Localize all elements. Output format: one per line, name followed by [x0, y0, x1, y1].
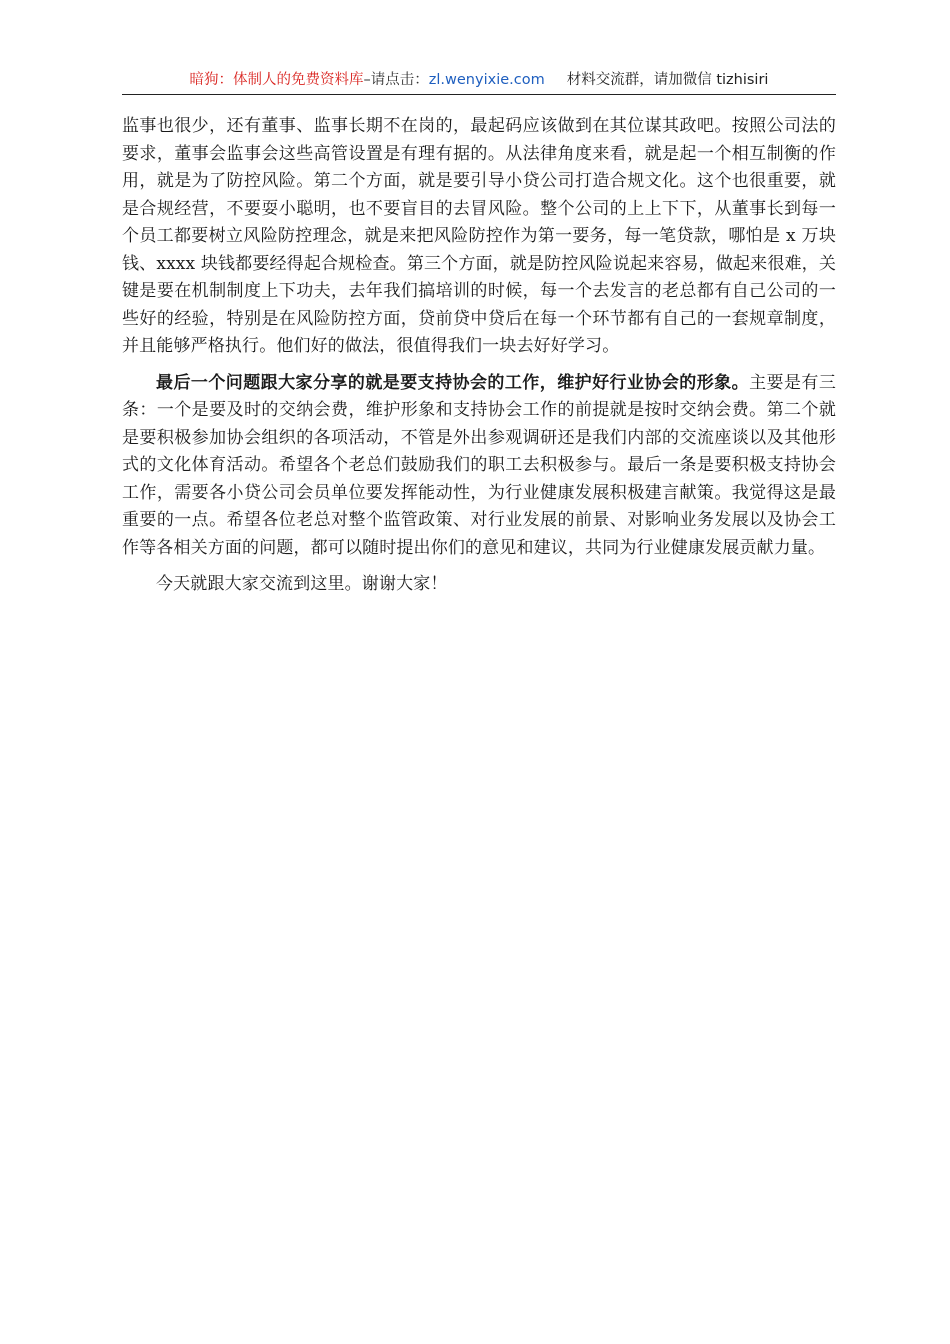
paragraph-2: [122, 370, 836, 563]
closing-paragraph: 今天就跟大家交流到这里。谢谢大家！: [156, 574, 448, 594]
document-body: [122, 113, 836, 599]
header-link[interactable]: zl.wenyixie.com: [428, 72, 545, 88]
header-separator: –请点击：: [363, 72, 429, 88]
header-brand: 暗狗：体制人的免费资料库: [189, 72, 364, 88]
header-wechat-note: 材料交流群，请加微信 tizhisiri: [566, 72, 769, 88]
page-header: [122, 66, 836, 95]
paragraph-1: 监事也很少，还有董事、监事长期不在岗的，最起码应该做到在其位谋其政吧。按照公司法的要求，董事会监事会这些高管设置是有理有据的。从法律角度来看，就是起一个相互制衡的作用，就是为了防控风险。第二个方面，就是要引导小贷公司打造合规文化。这个也很重要，就是合规经营，不要耍小聪明，也不要盲目的去冒风险。整个公司的上上下下，从董事长到每一个员工都要树立风险防控理念，就是来把风险防控作为第一要务，每一笔贷款，哪怕是 x 万块钱、xxxx 块钱都要经得起合规检查。第三个方面，就是防控风险说起来容易，做起来很难，关键是要在机制制度上下功夫，去年我们搞培训的时候，每一个去发言的老总都有自己公司的一些好的经验，特别是在风险防控方面，贷前贷中贷后在每一个环节都有自己的一套规章制度，并且能够严格执行。他们好的做法，很值得我们一块去好好学习。: [122, 116, 836, 356]
paragraph-2-heading: 最后一个问题跟大家分享的就是要支持协会的工作，维护好行业协会的形象。: [156, 372, 750, 393]
paragraph-2-text: 主要是有三条：一个是要及时的交纳会费，维护形象和支持协会工作的前提就是按时交纳会费。第二个就是要积极参加协会组织的各项活动，不管是外出参观调研还是我们内部的交流座谈以及其他形式的文化体育活动。希望各个老总们鼓励我们的职工去积极参与。最后一条是要积极支持协会工作，需要各小贷公司会员单位要发挥能动性，为行业健康发展积极建言献策。我觉得这是最重要的一点。希望各位老总对整个监管政策、对行业发展的前景、对影响业务发展以及协会工作等各相关方面的问题，都可以随时提出你们的意见和建议，共同为行业健康发展贡献力量。: [122, 372, 837, 558]
